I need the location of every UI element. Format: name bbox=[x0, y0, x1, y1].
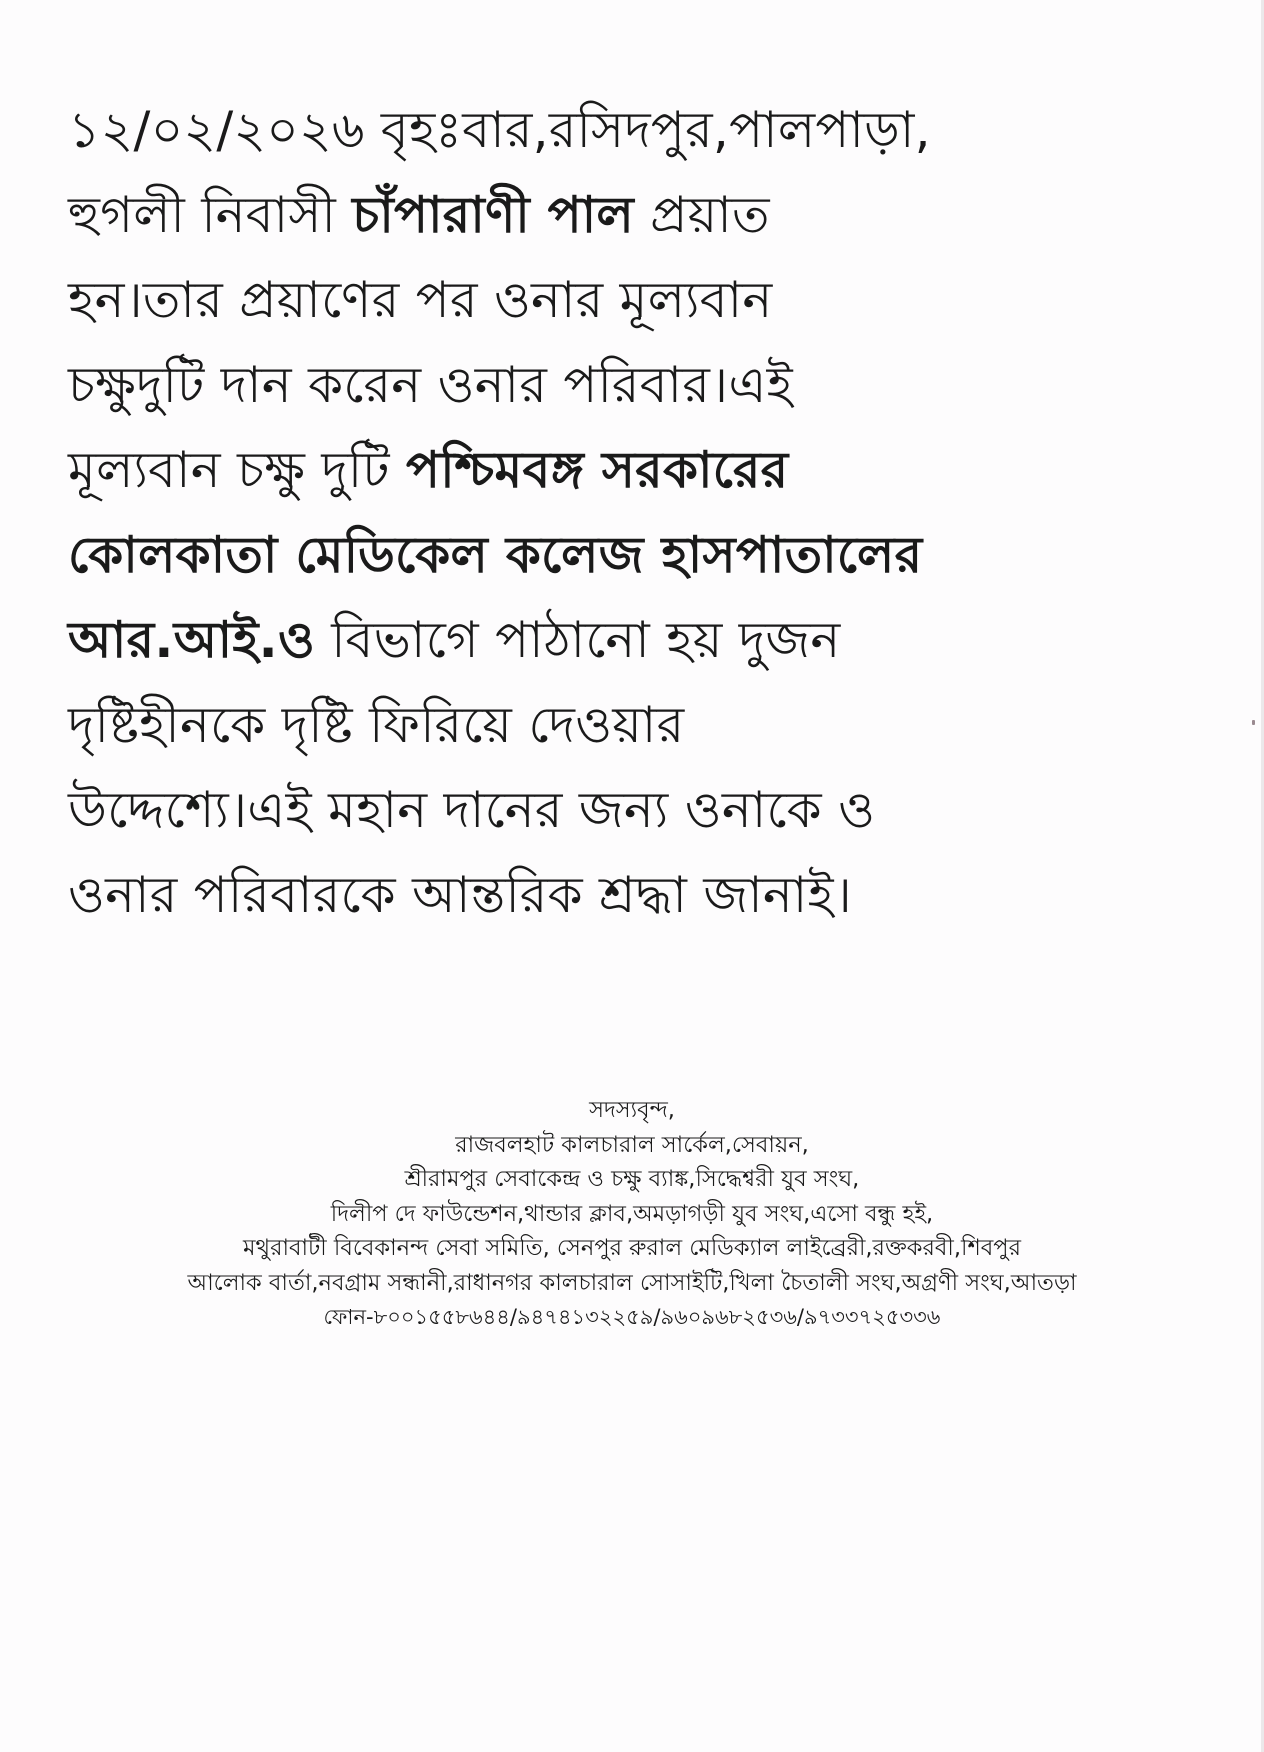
notice-text: দৃষ্টিহীনকে দৃষ্টি ফিরিয়ে দেওয়ার bbox=[68, 696, 685, 754]
notice-line bbox=[68, 173, 1218, 258]
notice-line bbox=[68, 88, 1218, 173]
credits-line: দিলীপ দে ফাউন্ডেশন,থান্ডার ক্লাব,অমড়াগড়ী যুব সংঘ,এসো বন্ধু হই, bbox=[330, 1200, 934, 1227]
credits-line: রাজবলহাট কালচারাল সার্কেল,সেবায়ন, bbox=[455, 1131, 809, 1158]
credits-block bbox=[0, 1093, 1264, 1335]
credits-heading: সদস্যবৃন্দ, bbox=[589, 1097, 675, 1123]
notice-text-bold: আর.আই.ও bbox=[68, 611, 316, 669]
notice-text: মূল্যবান চক্ষু দুটি bbox=[68, 441, 406, 499]
notice-line bbox=[68, 513, 1218, 598]
notice-text: চক্ষুদুটি দান করেন ওনার পরিবার।এই bbox=[68, 356, 793, 414]
notice-line bbox=[68, 598, 1218, 683]
notice-text: উদ্দেশ্যে।এই মহান দানের জন্য ওনাকে ও bbox=[68, 781, 876, 839]
credits-line: শ্রীরামপুর সেবাকেন্দ্র ও চক্ষু ব্যাঙ্ক,সিদ্ধেশ্বরী যুব সংঘ, bbox=[404, 1166, 860, 1192]
scan-speck bbox=[1252, 720, 1255, 725]
credits-line: মথুরাবাটী বিবেকানন্দ সেবা সমিতি, সেনপুর রুরাল মেডিক্যাল লাইব্রেরী,রক্তকরবী,শিবপুর bbox=[243, 1235, 1021, 1261]
notice-line bbox=[68, 683, 1218, 768]
notice-text: হুগলী নিবাসী bbox=[68, 186, 353, 244]
notice-line bbox=[68, 258, 1218, 343]
notice-line bbox=[68, 768, 1218, 853]
notice-text-bold: পশ্চিমবঙ্গ সরকারের bbox=[405, 441, 789, 499]
phone-numbers: ফোন-৮০০১৫৫৮৬৪৪/৯৪৭৪১৩২২৫৯/৯৬০৯৬৮২৫৩৬/৯৭৩৩৭২৫৩৩৬ bbox=[323, 1305, 941, 1329]
notice-text: ১২/০২/২০২৬ বৃহঃবার,রসিদপুর,পালপাড়া, bbox=[68, 101, 931, 159]
tribute-notice-body bbox=[68, 88, 1218, 938]
credits-line: আলোক বার্তা,নবগ্রাম সন্ধানী,রাধানগর কালচারাল সোসাইটি,খিলা চৈতালী সংঘ,অগ্রণী সংঘ,আতড়া bbox=[187, 1269, 1077, 1296]
notice-line bbox=[68, 343, 1218, 428]
notice-text: বিভাগে পাঠানো হয় দুজন bbox=[315, 611, 841, 669]
notice-line bbox=[68, 853, 1218, 938]
notice-text: প্রয়াত bbox=[633, 186, 770, 244]
notice-line bbox=[68, 428, 1218, 513]
notice-text: হন।তার প্রয়াণের পর ওনার মূল্যবান bbox=[68, 271, 773, 329]
notice-text-bold: কোলকাতা মেডিকেল কলেজ হাসপাতালের bbox=[68, 526, 923, 584]
notice-text: ওনার পরিবারকে আন্তরিক শ্রদ্ধা জানাই। bbox=[68, 866, 853, 924]
notice-text-bold: চাঁপারাণী পাল bbox=[352, 186, 634, 244]
